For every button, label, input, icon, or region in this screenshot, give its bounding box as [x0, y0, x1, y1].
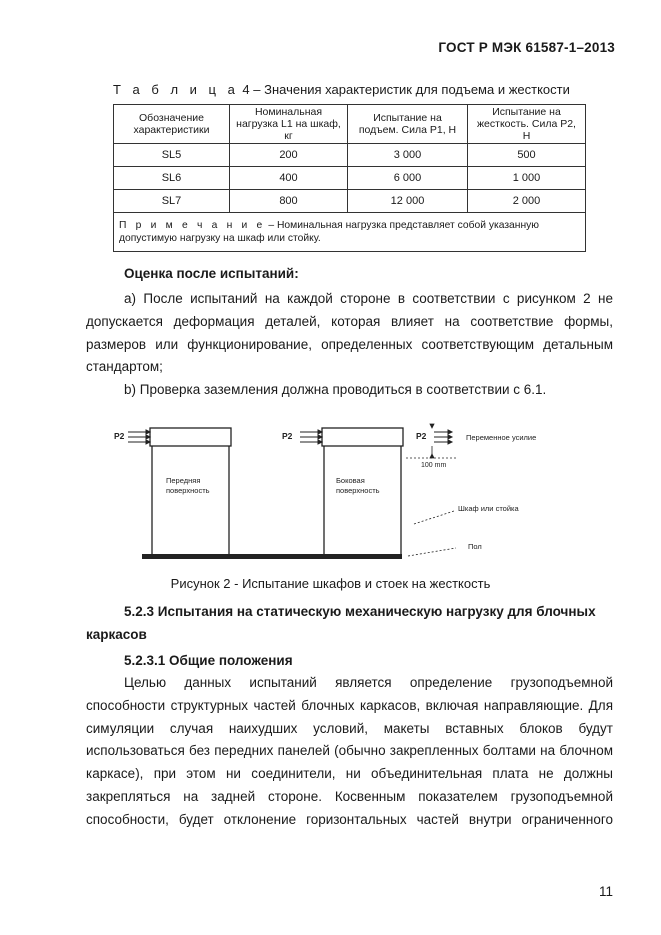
- evaluation-item-a: [86, 288, 613, 379]
- table-cell: 3 000: [348, 144, 468, 167]
- section-heading-continuation: каркасов: [86, 627, 147, 642]
- table-cell: SL7: [114, 190, 230, 213]
- p2-label: Р2: [282, 431, 293, 441]
- floor-line: [142, 554, 402, 559]
- table-caption: [113, 82, 570, 97]
- paragraph-line: допускается деформация деталей, которая влияет на соответствие формы,: [86, 313, 613, 329]
- table-cell: 500: [468, 144, 586, 167]
- column-header: Испытание на подъем. Сила Р1, Н: [348, 105, 468, 144]
- note-text: – Номинальная нагрузка представляет собой указанную допустимую нагрузку на шкаф или стойку.: [119, 220, 540, 244]
- paragraph-line: каркасе), при этом ни соединители, ни объединительная плата не должны: [86, 766, 613, 782]
- table-row: [114, 144, 586, 167]
- paragraph-line: симуляции случая наихудших условий, макеты вставных блоков будут: [86, 720, 613, 736]
- table-cell: 2 000: [468, 190, 586, 213]
- paragraph-line: стандартом;: [86, 359, 163, 375]
- figure-caption: Рисунок 2 - Испытание шкафов и стоек на жесткость: [170, 576, 491, 591]
- column-header: Испытание на жесткость. Сила Р2, Н: [468, 105, 586, 144]
- distance-label: 100 mm: [421, 462, 447, 469]
- paragraph-line: способности, будет отклонение горизонтальных частей внутри ограниченного: [86, 811, 613, 827]
- table-cell: SL6: [114, 167, 230, 190]
- force-arrows: [128, 430, 150, 444]
- paragraph-line: b) Проверка заземления должна проводиться в соответствии с 6.1.: [124, 382, 547, 397]
- page-number: 11: [598, 884, 613, 899]
- cabinet-leader-line: [414, 511, 454, 524]
- floor-label: Пол: [468, 542, 482, 551]
- characteristics-table: [113, 104, 586, 252]
- table-cell: 800: [230, 190, 348, 213]
- table-row: [114, 190, 586, 213]
- subsection-heading: 5.2.3.1 Общие положения: [124, 653, 293, 668]
- force-arrows: [300, 430, 322, 444]
- paragraph-line: а) После испытаний на каждой стороне в соответствии с рисунком 2 не: [124, 291, 613, 306]
- table-cell: SL5: [114, 144, 230, 167]
- column-header: Обозначение характеристики: [114, 105, 230, 144]
- document-header: ГОСТ Р МЭК 61587-1–2013: [438, 40, 615, 55]
- figure-2-diagram: [86, 418, 646, 568]
- table-header-row: [114, 105, 586, 144]
- evaluation-item-b: [86, 379, 613, 402]
- front-surface-label: поверхность: [166, 486, 210, 495]
- table-note-row: [114, 213, 586, 252]
- section-paragraph: [86, 672, 613, 832]
- paragraph-line: использоваться без передних панелей (обычно закрепленных болтами на блочном: [86, 743, 613, 759]
- note-word: П р и м е ч а н и е: [119, 220, 266, 231]
- table-note: [114, 213, 586, 252]
- table-cell: 6 000: [348, 167, 468, 190]
- paragraph-line: способности структурных частей блочных каркасов, включая направляющие. Для: [86, 697, 613, 713]
- paragraph-line: Целью данных испытаний является определение грузоподъемной: [124, 675, 613, 690]
- front-surface-label: Передняя: [166, 476, 201, 485]
- table-cell: 12 000: [348, 190, 468, 213]
- table-caption-text: 4 – Значения характеристик для подъема и жесткости: [238, 82, 570, 97]
- variable-force-label: Переменное усилие: [466, 433, 537, 442]
- side-surface-label: Боковая: [336, 476, 365, 485]
- p2-label: Р2: [114, 431, 125, 441]
- column-header: Номинальная нагрузка L1 на шкаф, кг: [230, 105, 348, 144]
- section-heading: 5.2.3 Испытания на статическую механическую нагрузку для блочных: [124, 604, 596, 619]
- cabinet-label: Шкаф или стойка: [458, 504, 519, 513]
- table-cell: 200: [230, 144, 348, 167]
- force-arrows: [434, 430, 452, 444]
- p2-label: Р2: [416, 431, 427, 441]
- table-row: [114, 167, 586, 190]
- table-cell: 400: [230, 167, 348, 190]
- table-caption-word: Т а б л и ц а: [113, 82, 239, 97]
- paragraph-line: размеров или функционирование, определенных соответствующим детальным: [86, 336, 613, 352]
- evaluation-heading: Оценка после испытаний:: [124, 266, 299, 281]
- floor-leader-line: [408, 548, 456, 556]
- table-cell: 1 000: [468, 167, 586, 190]
- paragraph-line: закрепляться на задней стороне. Косвенным показателем грузоподъемной: [86, 788, 613, 804]
- side-surface-label: поверхность: [336, 486, 380, 495]
